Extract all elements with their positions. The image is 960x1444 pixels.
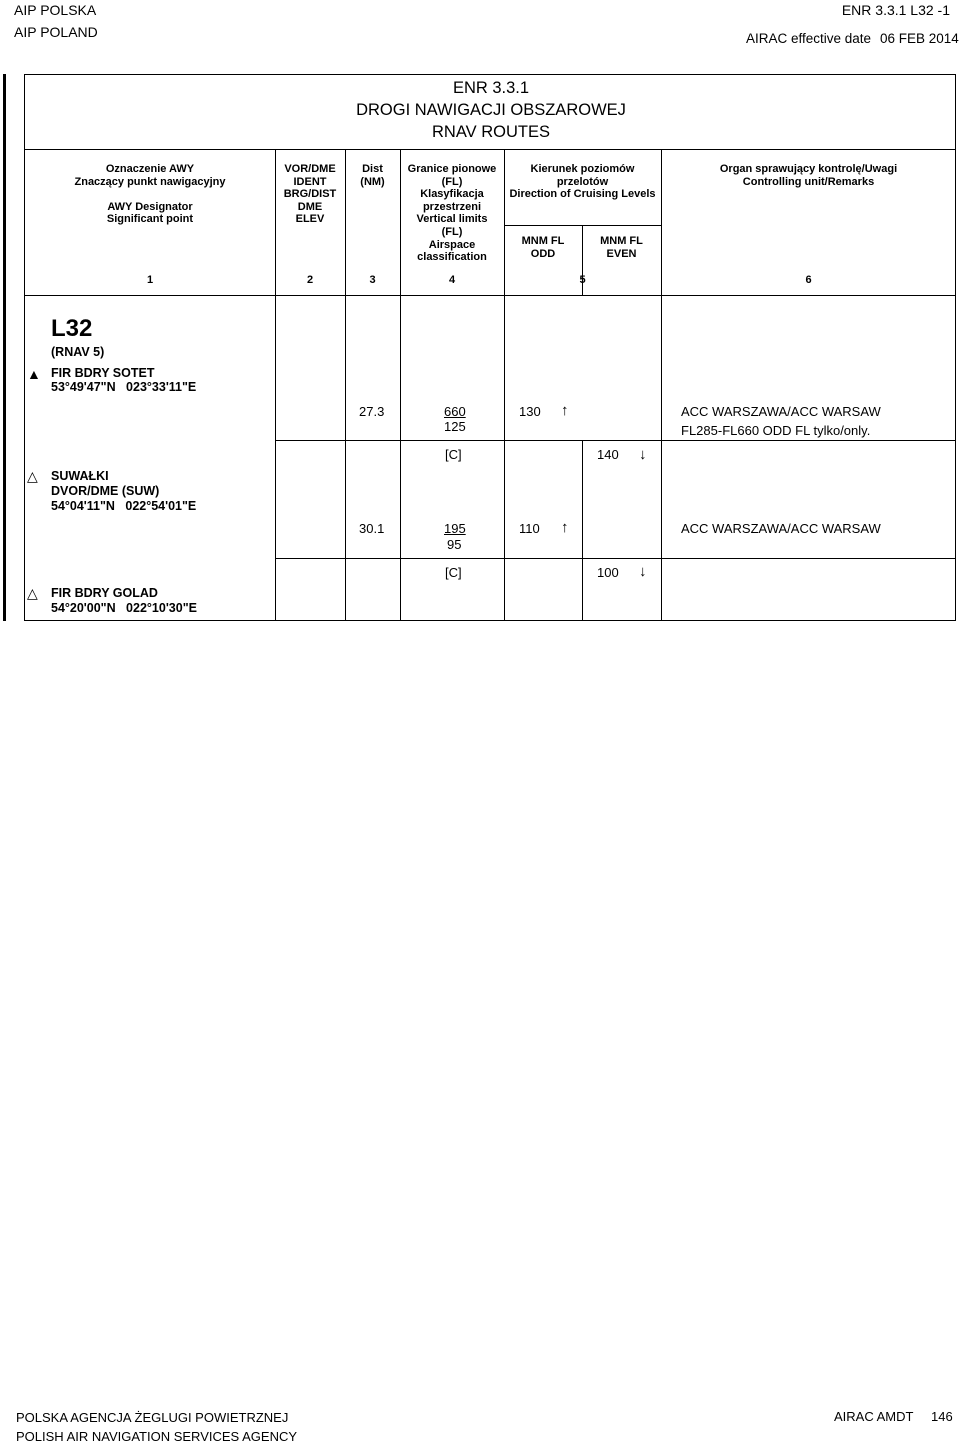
segment-1-lower: 125 bbox=[444, 419, 466, 434]
row-separator-1 bbox=[275, 440, 956, 441]
route-rnav-spec: (RNAV 5) bbox=[51, 345, 105, 359]
arrow-up-icon: ↑ bbox=[561, 519, 569, 536]
footer-amdt-label: AIRAC AMDT bbox=[834, 1409, 914, 1424]
colnum-3: 3 bbox=[369, 274, 376, 286]
segment-2-dist: 30.1 bbox=[359, 521, 385, 536]
header-effective-date: 06 FEB 2014 bbox=[880, 31, 959, 46]
header-aip-polska: AIP POLSKA bbox=[14, 2, 97, 18]
table-title-en: RNAV ROUTES bbox=[432, 123, 550, 141]
col-divider-4 bbox=[504, 149, 505, 621]
footer-agency-en: POLISH AIR NAVIGATION SERVICES AGENCY bbox=[16, 1429, 298, 1444]
colhead-5-even: MNM FL EVEN bbox=[600, 235, 643, 260]
segment-1-remark-unit: ACC WARSZAWA/ACC WARSAW bbox=[681, 404, 881, 419]
colhead-5: Kierunek poziomów przelotów Direction of Cruising Levels bbox=[509, 163, 656, 201]
table-title-pl: DROGI NAWIGACJI OBSZAROWEJ bbox=[356, 101, 626, 119]
point-1-coords: 53°49'47"N 023°33'11"E bbox=[51, 380, 197, 394]
colnum-5: 5 bbox=[579, 274, 586, 286]
direction-split-v-body bbox=[582, 441, 583, 621]
segment-2-remark-unit: ACC WARSZAWA/ACC WARSAW bbox=[681, 521, 881, 536]
colhead-6: Organ sprawujący kontrolę/Uwagi Controlling unit/Remarks bbox=[719, 163, 898, 188]
arrow-down-icon: ↓ bbox=[639, 446, 647, 463]
point-2-navaid: DVOR/DME (SUW) bbox=[51, 484, 160, 498]
header-divider bbox=[25, 295, 956, 296]
colhead-4: Granice pionowe (FL) Klasyfikacja przestrzeni Vertical limits (FL) Airspace classification bbox=[407, 163, 497, 264]
header-effective-label: AIRAC effective date bbox=[746, 31, 872, 46]
on-request-point-icon: △ bbox=[27, 468, 38, 484]
row-separator-2 bbox=[275, 558, 956, 559]
header-page-ref: ENR 3.3.1 L32 -1 bbox=[841, 2, 950, 18]
colnum-4: 4 bbox=[448, 274, 456, 286]
colnum-1: 1 bbox=[146, 274, 154, 286]
footer-amdt-number: 146 bbox=[931, 1409, 953, 1424]
colnum-6: 6 bbox=[805, 274, 812, 286]
colnum-2: 2 bbox=[306, 274, 314, 286]
footer-agency-pl: POLSKA AGENCJA ŻEGLUGI POWIETRZNEJ bbox=[16, 1410, 289, 1425]
route-designator: L32 bbox=[51, 315, 93, 342]
segment-2-lower: 95 bbox=[447, 537, 462, 552]
arrow-down-icon: ↓ bbox=[639, 563, 647, 580]
point-2-coords: 54°04'11"N 022°54'01"E bbox=[51, 499, 197, 513]
colhead-1: Oznaczenie AWY Znaczący punkt nawigacyjny AWY Designator Significant point bbox=[74, 163, 226, 226]
segment-2-odd: 110 bbox=[519, 521, 540, 536]
segment-1-upper: 660 bbox=[444, 404, 466, 419]
col-divider-5 bbox=[661, 149, 662, 621]
point-3-name: FIR BDRY GOLAD bbox=[51, 586, 158, 600]
table-title-ref: ENR 3.3.1 bbox=[452, 79, 530, 97]
segment-2-even: 100 bbox=[597, 565, 619, 580]
header-aip-poland: AIP POLAND bbox=[14, 24, 98, 40]
colhead-5-odd: MNM FL ODD bbox=[521, 235, 565, 260]
segment-1-remark-levels: FL285-FL660 ODD FL tylko/only. bbox=[681, 423, 871, 438]
segment-1-odd: 130 bbox=[519, 404, 541, 419]
on-request-point-icon: △ bbox=[27, 585, 38, 601]
segment-1-class: [C] bbox=[445, 447, 462, 462]
change-bar bbox=[3, 74, 6, 621]
colhead-2: VOR/DME IDENT BRG/DIST DME ELEV bbox=[283, 163, 337, 226]
routes-table bbox=[24, 74, 956, 621]
colhead-3: Dist (NM) bbox=[360, 163, 385, 188]
compulsory-point-icon: ▲ bbox=[27, 366, 41, 382]
segment-2-upper: 195 bbox=[444, 521, 466, 536]
col-divider-2 bbox=[345, 149, 346, 621]
title-divider bbox=[25, 149, 956, 150]
arrow-up-icon: ↑ bbox=[561, 402, 569, 419]
segment-1-even: 140 bbox=[597, 447, 619, 462]
segment-2-class: [C] bbox=[445, 565, 462, 580]
point-3-coords: 54°20'00"N 022°10'30"E bbox=[51, 601, 197, 615]
point-2-name: SUWAŁKI bbox=[51, 469, 109, 483]
segment-1-dist: 27.3 bbox=[359, 404, 385, 419]
point-1-name: FIR BDRY SOTET bbox=[51, 366, 155, 380]
